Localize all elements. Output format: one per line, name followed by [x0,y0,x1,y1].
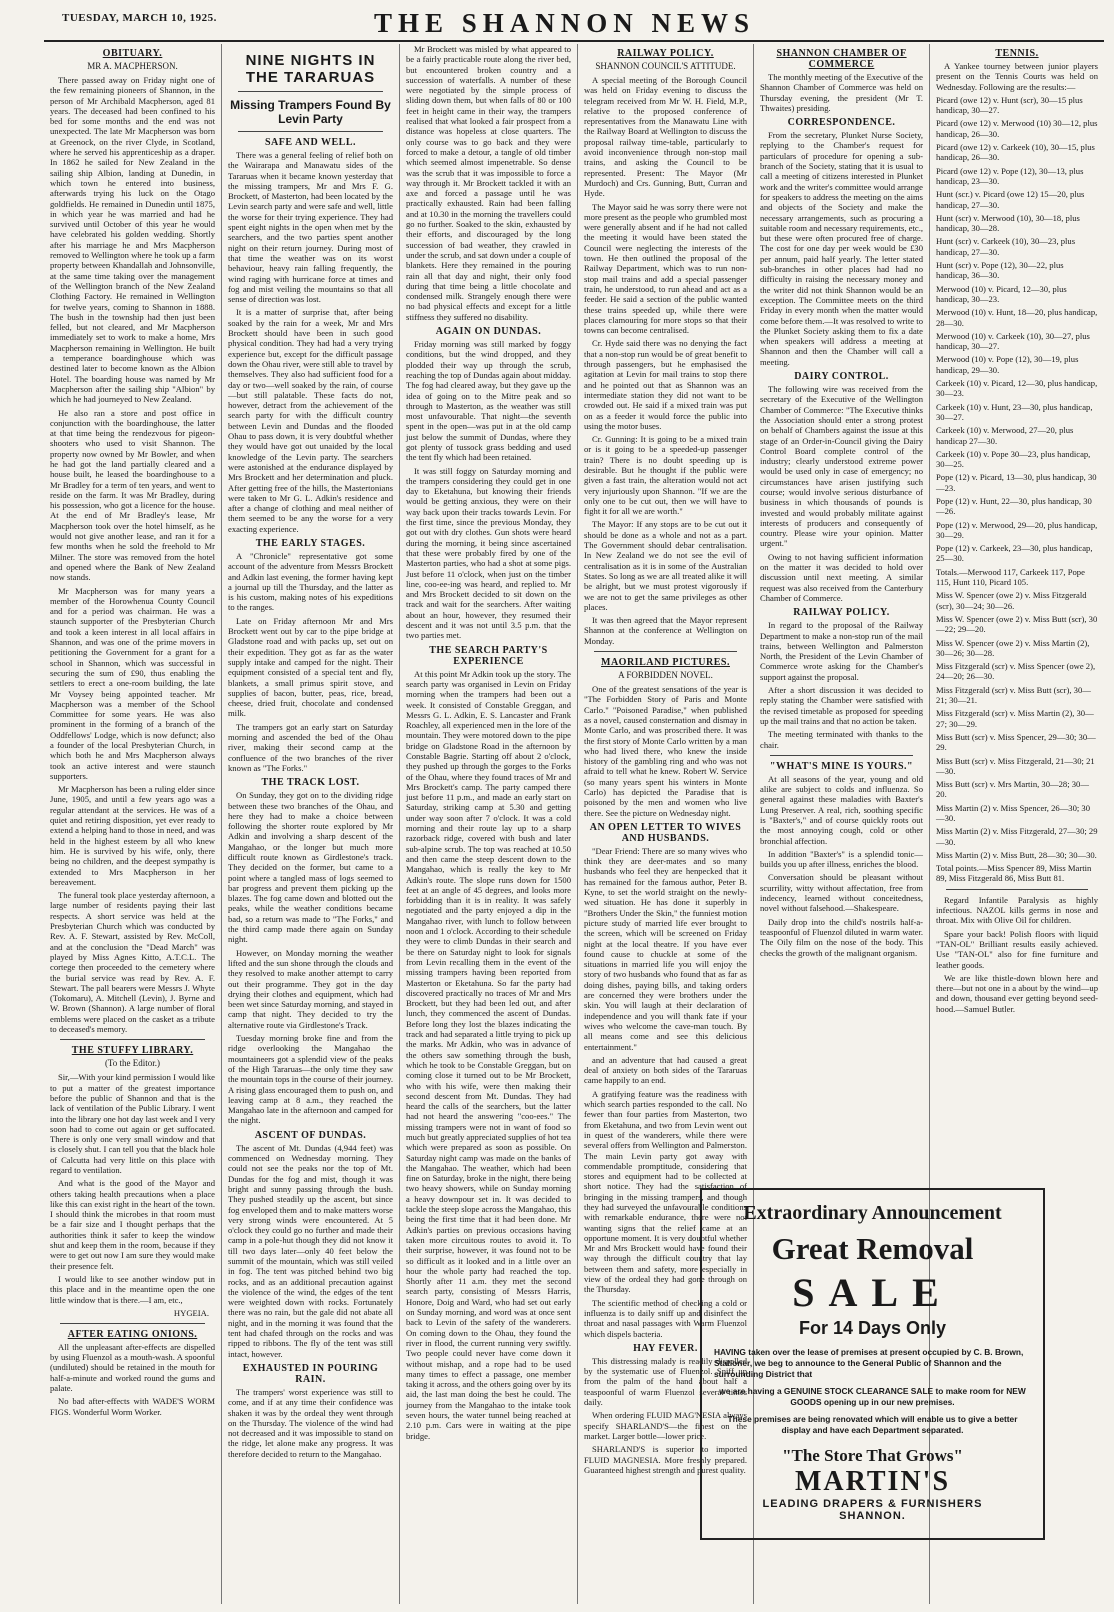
divider [946,889,1088,890]
tararuas-headline: NINE NIGHTS IN THE TARARUAS [245,52,376,86]
paragraph: At this point Mr Adkin took up the story. The search party was organised in Levin on Friday morning when the trampers had been out a week. It consisted of Constable Greggan, and Messrs G. L. Adkin, E. S. Lancaster and Frank Roachley, all experienced men in the lore of the mountain. They were motored down to the pipe bridge on Gladstone Road in the afternoon by Constable Bagrie. Starting off about 2 o'clock, they pushed up through the gorges to the Forks of the Ohau, where they found traces of Mr and Mrs Brockett's camp. The party camped there just before 11 p.m., and made an early start on Saturday, striking camp at 5.30 and getting under way soon after 7 o'clock. It was a cold morning and their route lay up to a sharp razorback ridge, covered with bush and later sub-alpine scrub. The top was reached at 10.50 and then came the steep descent down to the Mangahao, which is really the key to Mr Adkin's route. The slope runs down for 1500 feet at an angle of 45 degrees, and looks more forbidding than it is in reality. It was safely negotiated and the party enjoyed a dip in the Mangahao river, with lunch to follow between noon and 1 o'clock. According to their schedule they were to climb Dundas in their search and be there on Saturday night to look for signals from Levin recalling them in the event of the missing trampers having been reported from Masterton or Eketahuna. So far the party had discovered practically no traces of Mr and Mrs Brockett, but they had been led out, and after lunch, they commenced the ascent of Dundas. Before long they lost the blazes indicating the track and had separated a little trying to pick up the marks. Mr Adkin, who was in advance of the others saw something through the bush, which he took to be Constable Greggan, but on coming close it turned out to be Mr Brockett, who with his wife, were then making their second descent from Mt. Dundas. They had heard the calls of the searchers, but the latter had not heard the answering "coo-ees." The missing trampers were not in want of food so much but greatly appreciated supplies of hot tea which were prepared as soon as possible. On Saturday night camp was made on the banks of the Mangahao. The weather, which had been fine on Saturday, broke in the night, there being two heavy showers, while on Sunday morning a heavy downpour set in. It was decided to tackle the steep slope across the Mangahao, this being the first time that it had been done. Mr Adkin's parties on previous occasions having taken more circuitous routes to avoid it. To their surprise, however, it was found not to be so difficult as it looked and in a little over an hour the whole party had reached the top. Shortly after 11 a.m. they met the second search party, consisting of Messrs Harris, Honore, Doig and Ward, who had set out early on Sunday morning, and word was at once sent back to Levin of the safety of the wanderers. On coming down to the Ohau, they found the river in flood, the current running very swiftly. Two people could never have come down it without mishap, and a rope had to be used many times to effect a passage, one member taking it across, and the others going over by its aid, the last man doing the best he could. The journey from the Mangahao to the intake took seven hours, the water tunnel being reached at 2.10 p.m. Cars were in waiting at the pipe bridge. [406,668,571,1441]
newspaper-title: THE SHANNON NEWS [374,8,756,38]
result-line: Picard (owe 12) v. Merwood (10) 30—12, plus handicap, 26—30. [936,118,1098,139]
result-line: Carkeek (10) v. Picard, 12—30, plus handicap, 30—23. [936,378,1098,399]
result-line: Hunt (scr) v. Pope (12), 30—22, plus handicap, 36—30. [936,260,1064,281]
result-line: Miss W. Spencer (owe 2) v. Miss Fitzgerald (scr), 30—24; 30—26. [936,590,1087,611]
result-line: Pope (12) v. Carkeek, 23—30, plus handicap, 25—30. [936,543,1093,564]
railway-policy-heading: RAILWAY POLICY. [617,48,714,59]
divider [770,755,913,756]
paragraph: This distressing malady is readily dispelled by the systematic use of Fluenzol. Sniff up from the palm of the hand about half a teaspoonful of warm Fluenzol several times daily. [584,1355,747,1408]
tararuas-subheadline: Missing Trampers Found By Levin Party [230,98,391,126]
paragraph: He also ran a store and post office in conjunction with the boardinghouse, the latter at that time being the rendezvous for pigeon-shooters who used to visit Shannon. The property now owned by Mr Bowler, and when he had got the land partially cleared and a house built, he leased the boardinghouse to a Mr Bradley for a term of ten years, and went to reside on the farm. It was Mr Bradley, during his possession, who got a licence for the house. At the end of Mr Bradley's lease, Mr Macpherson took over the hotel himself, as he would not give another lease, and ran it for a few months when he sold the freehold to Mr Milner. The store was removed from the hotel and opened where the Bank of New Zealand now stands. [50,407,215,583]
tennis-heading: TENNIS. [995,48,1039,59]
paragraph: Tuesday morning broke fine and from the ridge overlooking the Mangahao the mountaineers got a splendid view of the peaks of the High Tararuas—the only time they saw the mountain tops in the course of their journey. A rising glass encouraged them to push on, and leaving camp at 8 a.m., they reached the Mangahao late in the afternoon and camped for the night. [228,1033,393,1126]
martins-advertisement [700,1188,1045,1540]
exhausted-heading: EXHAUSTED IN POURING RAIN. [242,1362,379,1385]
paragraph: We are like thistle-down blown here and there—but not one in a about by the wind—up and down, thousand ever getting beyond seed-hood.—Samuel Butler. [936,972,1098,1014]
result-line: Merwood (10) v. Pope (12), 30—19, plus handicap, 29—30. [936,354,1079,375]
result-line: Picard (owe 12) v. Hunt (scr), 30—15 plus handicap, 30—27. [936,94,1083,116]
paragraph: In addition "Baxter's" is a splendid tonic—builds you up after illness, enriches the blood. [760,848,923,870]
result-line: Totals.—Merwood 117, Carkeek 117, Pope 115, Hunt 110, Picard 105. [936,566,1085,588]
tararuas-body [228,150,393,534]
paragraph: Daily drop into the child's nostrils half-a-teaspoonful of Fluenzol diluted in warm water. The Oily film on the nose of the body. This checks the growth of the malignant organism. [760,916,923,958]
divider [238,131,383,132]
hay-fever-heading: HAY FEVER. [633,1342,698,1354]
paragraph: The ascent of Mt. Dundas (4,944 feet) was commenced on Wednesday morning. They could not see the peaks nor the top of Mt. Dundas for the fog and mist, though it was bright and sunny passing through the bush. They pushed steadily up the ascent, but since fog enveloped them and to make matters worse very strong winds were encountered. At 5 o'clock they could go no further and made their camp in a pole-hut though they did not know it till two days later—only 40 feet below the summit of the mountain, which was still veiled in fog. The tent was pitched behind two big rocks, and as an additional precaution against the violence of the wind, the edges of the tent were weighted down with rocks. Fortunately there was no rain, but the gale did not abate all night, and in the morning it was found that the tent had chafed through on the rocks and was ripped to ribbons. The fly of the tent was still intact, however. [228,1142,393,1359]
result-line: Miss Martin (2) v. Miss Spencer, 26—30; 30—30. [936,802,1091,823]
paragraph: And what is the good of the Mayor and others taking health precautions when a place like this can exist right in the heart of the town. I should think the microbes in that room must be a fair size and I thought perhaps that the authorities think it safer to keep the window shut and keep them in the room, because if they were to get out now I am sure they would make their presence felt. [50,1178,215,1271]
ad-announcement: Extraordinary Announcement [743,1202,1002,1224]
result-line: Carkeek (10) v. Hunt, 23—30, plus handicap, 30—27. [936,401,1093,422]
paragraph: "Dear Friend: There are so many wives who think they are deer-mates and so many husbands who feel they are henpecked that it has remained for the famous author, Peter B. Kyne, to set the world straight on the newly-wed situation. He has done it superbly in "Brothers Under the Skin," the funniest motion picture study of married life ever brought to the screen, which will be screened on Friday night at the local theatre. If you have ever found cause to chuckle at some of the situations in married life you will enjoy the story of two husbands who found that as far as doing dishes, paying bills, and taking orders are concerned they were brothers under the skin. You will laugh at their declaration of independence and you will thank fate if your wives who welcome the cave-man touch. By all means come and see this delicious entertainment." [584,845,747,1052]
stuffy-library-heading: THE STUFFY LIBRARY. [71,1045,194,1057]
obituary-subheading: MR A. MACPHERSON. [87,61,178,71]
divider [60,1323,205,1324]
result-line: Merwood (10) v. Picard, 12—30, plus handicap, 30—23. [936,283,1067,304]
paragraph: I would like to see another window put in this place and in the meantime open the one little window that is there.—I am, etc., [50,1273,215,1305]
result-line: Miss Fitzgerald (scr) v. Miss Butt (scr), 30—21; 30—21. [936,684,1091,706]
correspondence-body [760,130,923,367]
railway-policy-subheading: SHANNON COUNCIL'S ATTITUDE. [595,61,736,71]
result-line: Miss Martin (2) v. Miss Butt, 28—30; 30—30. [936,849,1097,860]
track-lost-body [228,790,393,1126]
paragraph: No bad after-effects with WADE'S WORM FIGS. Wonderful Worm Worker. [50,1396,215,1417]
ad-premises: These premises are being renovated which will enable us to give a better display and have each Department separated. [727,1414,1018,1435]
paragraph: A gratifying feature was the readiness with which search parties responded to the call. No fewer than four parties from Masterton, two from Eketahuna, and two from Levin went out in quest of the wanderers, while there were several offers from Wellington and Palmerston. The main Levin party got away with commendable promptitude, considering that stores and equipment had to be collected at short notice. They had the satisfaction of bringing in the missing trampers, and though they had surveyed the unfavourable conditions with remarkable endurance, there were not wanting signs that the relief came at an opportune moment. It is very doubtful whether Mr and Mrs Brockett would have found their way through the difficult country that lay between them and safety, more especially in view of the ordeal they had gone through on the Thursday. [584,1088,747,1295]
paragraph: and an adventure that had caused a great deal of anxiety on both sides of the Tararuas came happily to an end. [584,1054,747,1086]
whats-mine-body [760,774,923,958]
exhausted-body [228,1387,393,1459]
paragraph: Cr. Hyde said there was no denying the fact that a non-stop run would be of great benefit to through passengers, but he emphasised the agitation at Levin for mail trains to stop there and he pointed out that as Shannon was an intermediate station they did not want to be crowded out. He said if a mixed train was put on as a feeder it would force the public into using the motor buses. [584,338,747,431]
ascent-body [228,1143,393,1359]
dairy-control-heading: DAIRY CONTROL. [794,371,889,383]
result-line: Total points.—Miss Spencer 89, Miss Martin 89, Miss Fitzgerald 86, Miss Butt 81. [936,863,1092,884]
chamber-railway-body [760,620,923,750]
paragraph: Late on Friday afternoon Mr and Mrs Brockett went out by car to the pipe bridge at Gladstone road and with packs up, set out on their expedition. They got as far as the water supply intake and camped for the night. Their equipment consisted of a special tent and fly, blankets, a small primus spirit stove, and supplies of bacon, butter, peas, rice, bread, cheese, dried fruit, chocolate and condensed milk. [228,615,393,719]
result-line: Miss Fitzgerald (scr) v. Miss Martin (2), 30—27; 30—29. [936,708,1094,729]
paragraph: Mr Macpherson has been a ruling elder since June, 1905, and until a few years ago was a regular attendant at the services. He was of a quiet and retiring disposition, yet ever ready to extend a helping hand to those in need, and was held in the highest esteem by all who knew him. He is survived by his wife, only, there being no children, and the deepest sympathy is extended to Mrs Macpherson in her bereavement. [50,784,215,887]
ad-tagline: LEADING DRAPERS & FURNISHERS [762,1498,983,1510]
paragraph: It is a matter of surprise that, after being soaked by the rain for a week, Mr and Mrs Brockett should have been in such good physical condition. They had had a very trying experience but, except for the difficult passage down the Ohau river, were still able to travel by themselves. They also had sufficient food for a day or two—well soaked by the rain, of course—but still palatable. These facts do not, however, detract from the achievement of the search party for with the difficult country between Levin and Dundas and the flooded Ohau to pass down, it is very doubtful whether they would have got out unaided by the local knowledge of the Levin party. The searchers were astonished at the endurance displayed by Mrs Brockett and her determination and pluck. After getting free of the hills, the Mastertonians were taken to Mr G. L. Adkin's residence and after a change of clothing and meal neither of them seemed to be any the worse for a very exacting experience. [228,307,393,534]
whats-mine-heading: "WHAT'S MINE IS YOURS." [769,760,914,772]
divider [594,651,737,652]
paragraph: Conversation should be pleasant without scurrility, witty without affectation, free from indecency, learned without conceitedness, novel without falsehood.—Shakespeare. [760,872,923,914]
result-line: Miss W. Spencer (owe 2) v. Miss Martin (2), 30—26; 30—28. [936,637,1090,658]
paragraph: It was then agreed that the Mayor represent Shannon at the conference at Wellington on Monday. [584,615,747,646]
onions-heading: AFTER EATING ONIONS. [67,1328,198,1340]
search-party-body [406,669,571,1441]
obituary-body [50,75,215,1034]
paragraph: The scientific method of checking a cold or influenza is to daily sniff up and disinfect the throat and nasal passages with Warm Fluenzol which dispels bacteria. [584,1297,747,1339]
paragraph: Owing to not having sufficient information on the matter it was decided to hold over discussion until next meeting. A similar request was also received from the Canterbury Chamber of Commerce. [760,551,923,603]
tennis-results [936,95,1098,884]
railway-policy-body [584,75,747,646]
chamber-railway-heading: RAILWAY POLICY. [793,607,890,619]
paragraph: When ordering FLUID MAG'NESIA always specify SHARLAND'S—the finest on the market. Larger bottle—lower price. [584,1410,747,1441]
paragraph: The meeting terminated with thanks to the chair. [760,729,923,750]
letter-signature: HYGEIA. [173,1307,209,1318]
result-line: Miss Butt (scr) v. Mrs Martin, 30—28; 30—20. [936,779,1089,800]
paragraph: The Mayor: If any stops are to be cut out it should be done as a whole and not as a part. The Government should debar centralisation. In New Zealand we do not see the evil of centralisation as it is in some of the Australian States. So long as we are all treated alike it will be alright, but we must protest vigorously if we are not to get the same privileges as other places. [584,519,747,612]
paragraph: However, on Monday morning the weather lifted and the sun shone through the clouds and they resolved to make another attempt to carry out their programme. They got in the day drying their clothes and equipment, which had been wet since Saturday morning, and stayed in camp that night. They decided to try the alternative route via Girdlestone's Track. [228,947,393,1030]
paragraph: Mr Macpherson was for many years a member of the Horowhenua County Council and for a period was chairman. He was a staunch supporter of the Presbyterian Church and took a keen interest in all local affairs in Shannon, and was one of the prime movers in petitioning the Government for a grant for a school in Shannon, which was successful in securing the sum of £90, thus enabling the settlers to erect a one-room building, the late Mr Voysey being appointed teacher. Mr Macpherson was a member of the School Committee for some years. He was also prominent in the forming of a branch of the Oddfellows' Lodge, which is now defunct; also a founder of the local Presbyterian Church, in which both he and Mrs Macpherson always took an active interest and were staunch supporters. [50,585,215,781]
misc-notices [936,895,1098,1014]
column-1 [44,44,222,1604]
result-line: Carkeek (10) v. Pope 30—23, plus handicap, 30—25. [936,448,1091,470]
paragraph: There passed away on Friday night one of the few remaining pioneers of Shannon, in the person of Mr Archibald Macpherson, aged 81 years. The deceased had been confined to his bed for some months and the end was not unexpected. The late Mr Macpherson was born at Greenock, on the river Clyde, in Scotland, where he served his apprenticeship as a draper. In 1862 he sailed for New Zealand in the sailing ship Albion, landing at Dunedin, in which town he entered into business, afterwards trying his luck on the Otago goldfields. He remained in Dunedin until 1875, in which year he was married and had he survived until October of this year he would have celebrated his golden wedding. Shortly after his marriage he and Mrs Macpherson removed to Wellington where he took up a farm property between Khandallah and Johnsonville, at the same time taking over the management of the Wellington branch of the New Zealand Clothing Factory. He remained in Wellington for twelve years, coming to Shannon in 1888. The bush in the township had then just been felled, but not cleared, and Mr Macpherson immediately set to work to make a home, Mrs Macpherson remaining in Wellington. He built a temperance boardinghouse which was destined later to become known as the Albion Hotel. The boarding house was named by Mr Macpherson after the sailing ship "Albion" by which he had journeyed to New Zealand. [50,75,215,405]
paragraph: One of the greatest sensations of the year is "The Forbidden Story of Paris and Monte Carlo." "Poisoned Paradise," when published as a novel, caused consternation and dismay in Monte Carlo, and was proscribed there. It was the first story of Monte Carlo written by a man who had lived there, who knew the inside history of the gambling ring and who was not afraid to tell what he knew. Robert W. Service (so many years spent his winters in Monte Carlo) has depicted the Paradise that is poisoned by the men and women who live there. See the picture on Wednesday night. [584,684,747,818]
maoriland-heading: MAORILAND PICTURES. [601,657,730,669]
paragraph: The Mayor said he was sorry there were not more present as the people who grumbled most were generally absent and if he had not called the meeting it would have been stated the Council were neglecting the interests of the town. He then outlined the proposal of the Railway Department, which was to run non-stop mail trains and add a special passenger train, he understood, to run ahead and act as a feeder. He said a section of the public wanted these trains speeded up, while there were places clamouring for more stops so that their towns can become centralised. [584,201,747,336]
paragraph: SHARLAND'S is superior to imported FLUID MAGNESIA. More freshly prepared. Guaranteed highest strength and purest quality. [584,1444,747,1475]
result-line: Miss Butt (scr) v. Miss Spencer, 29—30; 30—29. [936,731,1096,753]
ad-sale: SALE [792,1270,953,1315]
obituary-heading: OBITUARY. [102,48,163,59]
paragraph: Cr. Gunning: It is going to be a mixed train or is it going to be a speeded-up passenger train? There is no doubt speeding up is desirable. But he thought if the public were given a fast train, the alteration would not act very injuriously upon Shannon. "If we are the only one to be cut out, then we will have to fight it for all we are worth." [584,434,747,517]
paragraph: At all seasons of the year, young and old alike are subject to colds and influenza. So general against these maladies with Baxter's Lung Preserver. A real, rich, soothing specific is "Baxter's," and of course quickly roots out the most annoying cough, cold or other bronchial affection. [760,773,923,846]
paragraph: The trampers got an early start on Saturday morning and ascended the bed of the Ohau river, making their second camp at the confluence of the two branches of the river known as "The Forks." [228,721,393,773]
result-line: Miss W. Spencer (owe 2) v. Miss Butt (scr), 30—22; 29—20. [936,613,1098,635]
paragraph: The following wire was received from the secretary of the Executive of the Wellington Chamber of Commerce: "The Executive thinks the Association should enter a strong protest on behalf of Chambers against the issue at this stage of an Order-in-Council giving the Dairy Control Board complete control of the industry; clearly understood extreme power would be used only in case of emergency; no circumstances have arisen justifying such course; would involve serious disturbance of business in which thousands of pounds is invested and would probably militate against interests of producers and consequently of country. Please wire your opinion. Matter urgent." [760,384,923,549]
paragraph: Mr Brockett was misled by what appeared to be a fairly practicable route along the river bed, but encountered broken country and a succession of waterfalls. A number of these were negotiated by the simple process of sliding down them, but when falls of 80 or 100 feet in height came in their way, the trampers realised that what looked a fair prospect from a distance was hopeless at close quarters. The only course was to go back and they were forced to make a detour, a tangle of old timber which seemed almost impenetrable. So dense was the scrub that it was impossible to force a way through it. Mr Brockett tackled it with an axe and forced a passage until he was practically exhausted. Rain had been falling and at 10.30 in the morning the travellers could go no further. Soaked to the skin, exhausted by their efforts, and discouraged by the long succession of bad weather, they crawled in under the scrub, and sat down under a couple of blankets. Here they remained in the pouring rain all that day and night, their only food during that time being a little chocolate and condensed milk. Strangely enough there were no bad physical effects and except for a little stiffness they suffered no disability. [406,44,571,322]
paragraph: There was a general feeling of relief both on the Wairarapa and Manawatu sides of the Tararuas when it became known yesterday that the missing trampers, Mr and Mrs F. G. Brockett, of Masterton, had been located by the Levin search party and were safe and well, little the worse for their trying experience. They had spent eight nights in the open when met by the searchers, and the two parties spent another night on their return journey. During most of that time the weather was on its worst behaviour, heavy rain falling frequently, the wind raging with hurricane force at times and fog and mist veiling the mountains so that all sense of direction was lost. [228,150,393,305]
result-line: Pope (12) v. Merwood, 29—20, plus handicap, 30—29. [936,519,1098,540]
paragraph: Spare your back! Polish floors with liquid "TAN-OL" Brilliant results easily achieved. Use "TAN-OL" also for fine furniture and leather goods. [936,928,1098,970]
search-party-heading: THE SEARCH PARTY'S EXPERIENCE [429,644,548,667]
paragraph: A special meeting of the Borough Council was held on Friday evening to discuss the telegram received from Mr W. H. Field, M.P., relative to the proposed conference of representatives from the Manawatu Line with the Railway Board at Wellington to discuss the proposal railway time-table, particularly to avoid inconvenience through non-stop mail trains, and asking the Council to be represented. Present: The Mayor (Mr Murdoch) and Crs. Gunning, Butt, Curran and Hyde. [584,75,747,199]
again-dundas-body [406,339,571,641]
ad-stock-clearance: we are having a GENUINE STOCK CLEARANCE SALE to make room for NEW GOODS opening up in our new premises. [719,1386,1026,1407]
paragraph: After a short discussion it was decided to reply stating the Chamber were satisfied with the revised timetable as proposed for speeding up the mail trains and that no action be taken. [760,685,923,726]
column-3 [400,44,578,1604]
result-line: Merwood (10) v. Hunt, 18—20, plus handicap, 28—30. [936,307,1098,328]
ad-store-name: MARTIN'S [794,1466,951,1497]
again-dundas-heading: AGAIN ON DUNDAS. [435,326,542,338]
chamber-commerce-heading: SHANNON CHAMBER OF COMMERCE [776,48,907,70]
result-line: Hunt (scr) v. Carkeek (10), 30—23, plus handicap, 27—30. [936,236,1076,257]
paragraph: In regard to the proposal of the Railway Department to make a non-stop run of the mail trains, between Wellington and Palmerston North, the President of the Levin Chamber of Commerce wrote asking for the Chamber's support against the proposal. [760,620,923,682]
paragraph: Regard Infantile Paralysis as highly infectious. NAZOL kills germs in nose and throat. Mix with Olive Oil for children. [936,894,1098,926]
tennis-intro: A Yankee tourney between junior players present on the Tennis Courts was held on Wednesday. Following are the results:— [936,61,1098,92]
ad-location: SHANNON. [839,1510,906,1522]
result-line: Picard (owe 12) v. Pope (12), 30—13, plus handicap, 23—30. [936,165,1084,186]
trampers-continued-body [406,44,571,322]
ad-slogan: "The Store That Grows" [782,1446,963,1465]
paragraph: The funeral took place yesterday afternoon, a large number of residents paying their last respects. A short service was held at the Presbyterian Church which was conducted by Rev. A. F. Stewart, assisted by Rev. McColl, and at the conclusion the "Dead March" was played by Miss Agnes Kitto, A.T.C.L. The cortege then proceeded to the cemetery where the burial service was read by Rev. A. F. Stewart. The pall bearers were Messrs J. Whyte (Tokomaru), A. Mitchell (Levin), J. Byrne and W. Brown (Shannon). A large number of floral emblems were placed on the casket as a tribute to deceased's memory. [50,890,215,1035]
maoriland-body [584,684,747,818]
stuffy-library-subheading: (To the Editor.) [104,1058,161,1069]
divider [60,1039,205,1040]
correspondence-heading: CORRESPONDENCE. [787,117,896,129]
result-line: Miss Butt (scr) v. Miss Fitzgerald, 21—30; 21—30. [936,755,1095,776]
masthead [44,8,1104,42]
ad-duration: For 14 Days Only [798,1318,947,1338]
safe-and-well-heading: SAFE AND WELL. [264,137,356,148]
maoriland-subheading: A FORBIDDEN NOVEL. [618,670,713,681]
paragraph: On Sunday, they got on to the dividing ridge between these two branches of the Ohau, and here they had to make a choice between following the shorter route explored by Mr Adkin and involving a sharp descent of the Mangahao, or the longer but much more difficult route known as Girdlestone's track. They decided on the former, but came to a point where a tangled mass of logs seemed to bar progress and prevent them picking up the blazes. The fog came down and blotted out the peaks, while the weather conditions became bad, so a return was made to "The Forks," and the third camp made there again on Sunday night. [228,790,393,945]
paragraph: It was still foggy on Saturday morning and the trampers considering they could get in one day to Eketahuna, but knowing their friends would be getting anxious, they were on their way back upon their tracks towards Levin. For the first time, since the previous Monday, they got out with dry clothes. Gun shots were heard during the morning, it being since ascertained that these were probably fired by one of the Masterton parties, who had a shot at some pigs. Just before 11 o'clock, when just on the timber line, coo-ee-ing was heard, and replied to. Mr and Mrs Brockett decided to sit down on the track and wait for the searchers. After waiting about an hour, however, they resumed their descent and it was not until 3.5 p.m. that the two parties met. [406,465,571,641]
onions-body [50,1342,215,1417]
paragraph: All the unpleasant after-effects are dispelled by using Fluenzol as a mouth-wash. A spoonful (undiluted) should be retained in the mouth for half-a-minute and worked round the gums and palate. [50,1341,215,1394]
result-line: Hunt (scr.) v. Picard (owe 12) 15—20, plus handicap, 27—30. [936,189,1085,210]
column-2 [222,44,400,1604]
result-line: Carkeek (10) v. Merwood, 27—20, plus handicap 27—30. [936,425,1074,446]
paragraph: The trampers' worst experience was still to come, and if at any time their confidence was shaken it was by the ordeal they went through on the Thursday. The violence of the wind had not decreased and it was impossible to stand on the ridge, let alone make any progress. It was therefore decided to return to the Mangahao. [228,1386,393,1459]
result-line: Miss Fitzgerald (scr) v. Miss Spencer (owe 2), 24—20; 26—30. [936,661,1096,682]
result-line: Miss Martin (2) v. Miss Fitzgerald, 27—30; 29—30. [936,826,1098,847]
ad-great-removal: Great Removal [771,1231,974,1266]
issue-date: TUESDAY, MARCH 10, 1925. [62,12,217,24]
early-stages-heading: THE EARLY STAGES. [255,537,366,549]
paragraph: From the secretary, Plunket Nurse Society, replying to the Chamber's request for particulars of procedure for opening a sub-branch of the Society, stating that it is usual to call a meeting of citizens interested in Plunket work and the writer's committee would arrange for speakers to address the meeting on the aims and objects of the Society and make the necessary arrangements, such as procuring a suitable room and necessary requirements, etc., but these were often procured free of charge. The cost for one day per week would be £30 per annum, paid half yearly. The letter stated sub-branches in other places had had no difficulty in raising the necessary money and the writer did not think Shannon would be an exception. The Committee meets on the third Friday in every month when the matter would come before them.—It was resolved to write to the Plunket Society asking them to fix a date when speakers will address a meeting at Shannon and then the Chamber will call a meeting. [760,130,923,367]
result-line: Pope (12) v. Picard, 13—30, plus handicap, 30—23. [936,472,1097,493]
paragraph: A "Chronicle" representative got some account of the adventure from Messrs Brockett and Adkin last evening, the former having kept a journal up till the Thursday, and the latter as is his custom, making notes of his expeditions to the ranges. [228,550,393,613]
result-line: Picard (owe 12) v. Carkeek (10), 30—15, plus handicap, 26—30. [936,142,1095,163]
dairy-control-body [760,384,923,603]
divider [238,91,383,92]
chamber-commerce-body [760,72,923,113]
stuffy-library-body [50,1072,215,1305]
ad-body: HAVING taken over the lease of premises at present occupied by C. B. Brown, Stationer, we beg to announce to the General Public of Shannon and the surrounding District that [714,1347,1024,1379]
paragraph: Friday morning was still marked by foggy conditions, but the wind dropped, and they plodded their way up through the scrub, reaching the top of Dundas again about midday. The fog had cleared away, but they gave up the idea of going on to the Mitre peak and so through to Masterton, as the weather was still most unfavourable. That night—the seventh spent in the open—was put in at the old camp just below the summit of Dundas, where they got plenty of tussock grass bedding and used the tent fly which had been retained. [406,339,571,463]
result-line: Pope (12) v. Hunt, 22—30, plus handicap, 30—26. [936,495,1092,517]
open-letter-heading: AN OPEN LETTER TO WIVES AND HUSBANDS. [589,821,742,844]
paragraph: The monthly meeting of the Executive of the Shannon Chamber of Commerce was held on Thursday evening, the president (Mr T. Thwaites) presiding. [760,72,923,113]
track-lost-heading: THE TRACK LOST. [261,777,360,789]
early-stages-body [228,551,393,773]
result-line: Merwood (10) v. Carkeek (10), 30—27, plus handicap, 30—27. [936,330,1090,352]
result-line: Hunt (scr) v. Merwood (10), 30—18, plus handicap, 30—28. [936,212,1080,234]
ascent-heading: ASCENT OF DUNDAS. [254,1129,367,1141]
paragraph: Sir,—With your kind permission I would like to put a matter of the greatest importance before the public of Shannon and that is the lack of ventilation of the Public Library. I went into the library one hot day last week and I very soon had to come out again or get suffocated. There is only one very small window and that is closely shut. I can tell you that the black hole of Calcutta had very little on this place with regard to ventilation. [50,1072,215,1175]
